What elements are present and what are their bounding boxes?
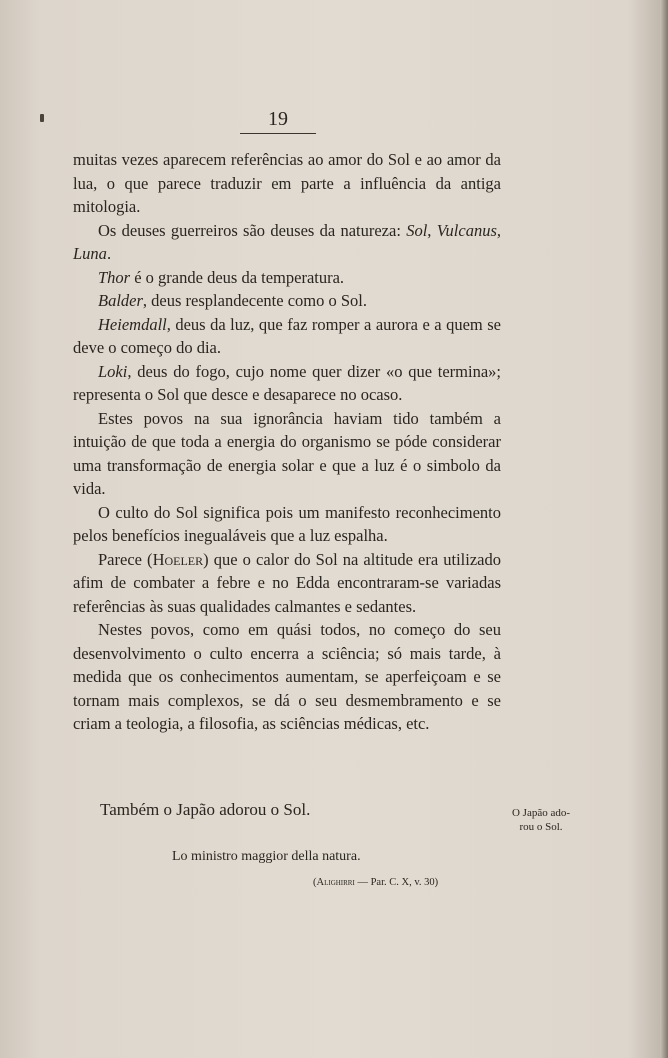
paragraph xyxy=(73,148,501,219)
citation-open: ( xyxy=(313,877,317,888)
text-run: , xyxy=(496,220,501,240)
text-run: Nestes povos, como em quási todos, no começo do seu desenvolvimento o culto encerra a sciência; só mais tarde, à medida que os conhecimentos aumentam, se aperfeiçoam e se tornam mais complexos, se dá o seu desmembramento e se criam a teologia, a filosofia, as sciências médicas, etc. xyxy=(73,620,501,733)
author-name: Hoeler xyxy=(152,549,204,569)
margin-note-line-2: rou o Sol. xyxy=(519,821,563,833)
page-edge xyxy=(660,0,668,1058)
paragraph xyxy=(73,618,501,736)
margin-note xyxy=(508,806,574,834)
paragraph xyxy=(73,266,501,290)
epigraph-citation xyxy=(313,877,438,888)
paragraph xyxy=(73,289,501,313)
italic-term: Sol xyxy=(406,220,428,240)
citation-author: Alighirri xyxy=(316,877,355,888)
paragraph xyxy=(73,501,501,548)
text-run: Estes povos na sua ignorância haviam tido também a intuição de que toda a energia do organismo se póde considerar uma transformação de energia solar e que a luz é o simbolo da vida. xyxy=(73,408,501,498)
text-run: , xyxy=(427,220,437,240)
text-run: , deus do fogo, cujo nome quer dizer «o que termina»; representa o Sol que desce e desaparece no ocaso. xyxy=(73,361,501,404)
italic-term: Balder xyxy=(98,291,143,310)
paragraph xyxy=(73,360,501,407)
paragraph xyxy=(73,548,501,619)
paragraph xyxy=(73,407,501,501)
margin-note-line-1: O Japão ado- xyxy=(511,807,571,819)
paragraph xyxy=(73,219,501,266)
italic-term: Thor xyxy=(98,267,131,287)
page-number: 19 xyxy=(240,108,316,134)
margin-mark xyxy=(40,114,44,122)
text-run: ) que o calor do Sol na altitude era utilizado afim de combater a febre e no Edda encontraram-se variadas referências às suas qualidades calmantes e sedantes. xyxy=(73,549,501,616)
section-line: Também o Japão adorou o Sol. xyxy=(100,800,311,819)
citation-rest: — Par. C. X, v. 30) xyxy=(354,877,439,888)
italic-term: Luna xyxy=(73,244,107,263)
text-run: é o grande deus da temperatura. xyxy=(130,267,345,287)
text-run: . xyxy=(106,244,112,263)
italic-term: Loki xyxy=(98,361,128,381)
text-run: O culto do Sol significa pois um manifesto reconhecimento pelos benefícios inegualáveis que a luz espalha. xyxy=(73,502,501,545)
body-text xyxy=(73,148,501,736)
text-run: , deus da luz, que faz romper a aurora e a quem se deve o começo do dia. xyxy=(73,314,501,357)
paragraph xyxy=(73,313,501,360)
text-run: muitas vezes aparecem referências ao amor do Sol e ao amor da lua, o que parece traduzir em parte a influência da antiga mitologia. xyxy=(73,150,501,216)
text-run: Parece ( xyxy=(98,549,153,569)
italic-term: Vulcanus xyxy=(436,220,497,240)
text-run: , deus resplandecente como o Sol. xyxy=(142,291,367,310)
text-run: Os deuses guerreiros são deuses da natureza: xyxy=(98,220,407,240)
italic-term: Heiemdall xyxy=(98,314,167,334)
epigraph-quote: Lo ministro maggior della natura. xyxy=(172,849,361,864)
